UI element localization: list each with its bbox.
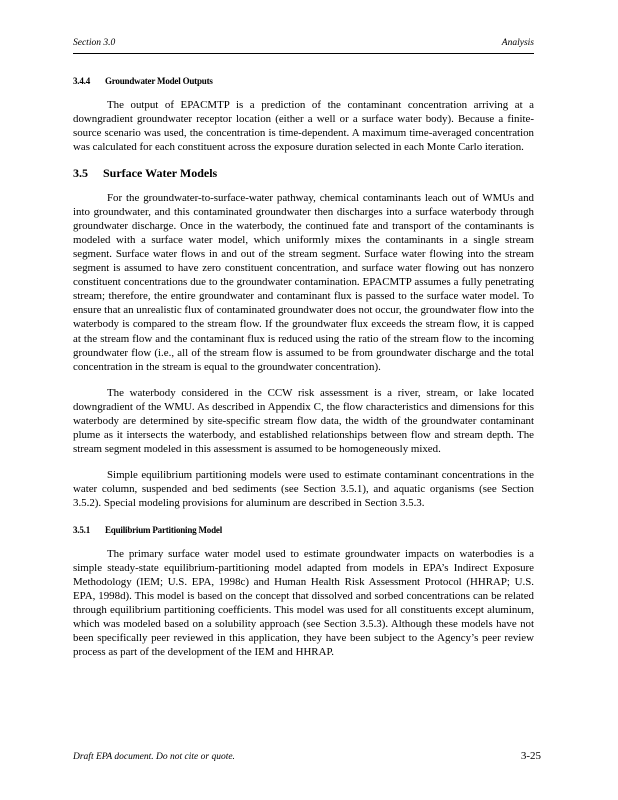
header-section: Section 3.0	[73, 38, 116, 48]
subsection-title: Equilibrium Partitioning Model	[105, 524, 223, 535]
section-title: Surface Water Models	[103, 166, 218, 181]
header-rule	[73, 53, 534, 54]
paragraph-groundwater-outputs: The output of EPACMTP is a prediction of the contaminant concentration arriving at a downgradient groundwater receptor location (either a well or a surface water body). Because a finite-source scenario was used, the concentration is time-dependent. A maximum time-averaged concentration was calculated for each constituent across the exposure duration selected in each Monte Carlo iteration.	[73, 99, 534, 154]
subsection-number: 3.4.4	[73, 76, 91, 86]
paragraph-surface-water-1: For the groundwater-to-surface-water pathway, chemical contaminants leach out of WMUs and into groundwater, and this contaminated groundwater then discharges into a surface waterbody through groundwater discharge. Once in the waterbody, the continued fate and transport of the contaminants is modeled with a surface water model, which uniformly mixes the contaminants in a single stream segment. Surface water flows in and out of the stream segment. Surface water flowing into the stream segment is assumed to have zero constituent concentration, and surface water flowing out has nonzero constituent concentrations due to the groundwater contamination. EPACMTP assumes a fully penetrating stream; therefore, the entire groundwater and contaminant flux is passed to the surface water model. To ensure that an unrealistic flux of contaminated groundwater does not occur, the groundwater flow into the waterbody is compared to the stream flow. If the groundwater flux exceeds the stream flow, it is capped at the stream flow and the contaminant flux is reduced using the ratio of the stream flow to the incoming groundwater flow (i.e., all of the stream flow is assumed to be from groundwater discharge and the total concentration in the stream is equal to the groundwater concentration).	[73, 191, 534, 373]
subsection-heading-3-5-1	[73, 523, 534, 537]
header-chapter: Analysis	[501, 38, 534, 48]
subsection-title: Groundwater Model Outputs	[105, 76, 213, 86]
page-number: 3-25	[520, 750, 541, 762]
subsection-heading-3-4-4	[73, 74, 534, 88]
paragraph-equilibrium-model: The primary surface water model used to estimate groundwater impacts on waterbodies is a simple steady-state equilibrium-partitioning model adapted from models in EPA’s Indirect Exposure Methodology (IEM; U.S. EPA, 1998c) and Human Health Risk Assessment Protocol (HHRAP; U.S. EPA, 1998d). This model is based on the concept that dissolved and sorbed concentrations can be related through equilibrium partitioning coefficients. This model was used for all constituents except aluminum, which was modeled based on a solubility approach (see Section 3.5.3). Although these models have not been specifically peer reviewed in this application, they have been subject to the Agency’s peer review process as part of the development of the IEM and HHRAP.	[73, 547, 534, 659]
paragraph-surface-water-3: Simple equilibrium partitioning models were used to estimate contaminant concentrations in the water column, suspended and bed sediments (see Section 3.5.1), and aquatic organisms (see Section 3.5.2). Special modeling provisions for aluminum are described in Section 3.5.3.	[73, 469, 534, 510]
page-body	[73, 66, 534, 671]
draft-notice: Draft EPA document. Do not cite or quote.	[73, 752, 235, 762]
subsection-number: 3.5.1	[73, 524, 91, 535]
running-header	[73, 38, 534, 48]
section-number: 3.5	[73, 166, 88, 181]
section-heading-3-5	[73, 166, 534, 180]
paragraph-surface-water-2: The waterbody considered in the CCW risk assessment is a river, stream, or lake located downgradient of the WMU. As described in Appendix C, the flow characteristics and dimensions for this waterbody are determined by site-specific stream flow data, the width of the groundwater contaminant plume as it intersects the waterbody, and established relationships between flow and stream depth. The stream segment modeled in this assessment is assumed to be homogeneously mixed.	[73, 386, 534, 456]
